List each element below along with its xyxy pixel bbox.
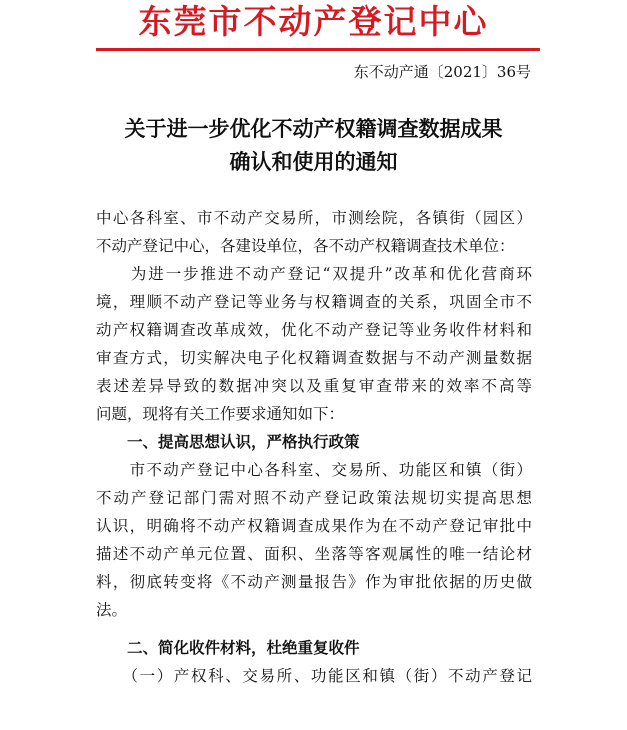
text-line: 问题，现将有关工作要求通知如下： xyxy=(96,405,345,423)
text-line: 不动产登记部门需对照不动产登记政策法规切实提高思想 xyxy=(96,489,532,507)
masthead-red-rule xyxy=(96,48,540,51)
text-line: 中心各科室、市不动产交易所，市测绘院，各镇街（园区） xyxy=(96,209,532,227)
title-line-1: 关于进一步优化不动产权籍调查数据成果 xyxy=(124,116,503,141)
text-line: 为进一步推进不动产登记“双提升”改革和优化营商环 xyxy=(96,265,532,283)
text-line: 认识，明确将不动产权籍调查成果作为在不动产登记审批中 xyxy=(96,517,532,535)
text-line: 描述不动产单元位置、面积、坐落等客观属性的唯一结论材 xyxy=(96,545,532,563)
section-2-paragraph xyxy=(96,662,532,690)
text-line: 境，理顺不动产登记等业务与权籍调查的关系，巩固全市不 xyxy=(96,293,532,311)
section-1-paragraph xyxy=(96,456,532,624)
text-line: 市不动产登记中心各科室、交易所、功能区和镇（街） xyxy=(96,461,532,479)
text-line: 不动产登记中心，各建设单位，各不动产权籍调查技术单位： xyxy=(96,237,515,255)
notice-body xyxy=(96,204,532,690)
agency-masthead: 东莞市不动产登记中心 xyxy=(138,2,489,41)
section-1-heading: 一、提高思想认识，严格执行政策 xyxy=(96,433,360,451)
section-2-heading: 二、简化收件材料，杜绝重复收件 xyxy=(96,639,360,657)
intro-paragraph xyxy=(96,260,532,428)
notice-title xyxy=(40,112,587,178)
text-line: 审查方式，切实解决电子化权籍调查数据与不动产测量数据 xyxy=(96,349,532,367)
text-line: 表述差异导致的数据冲突以及重复审查带来的效率不高等 xyxy=(96,377,532,395)
text-line: 法。 xyxy=(96,601,128,619)
title-line-2: 确认和使用的通知 xyxy=(229,149,398,174)
document-number: 东不动产通〔2021〕36号 xyxy=(353,63,531,81)
text-line: 料，彻底转变将《不动产测量报告》作为审批依据的历史做 xyxy=(96,573,532,591)
text-line: （一）产权科、交易所、功能区和镇（街）不动产登记 xyxy=(96,667,532,685)
text-line: 动产权籍调查改革成效，优化不动产登记等业务收件材料和 xyxy=(96,321,532,339)
addressee-paragraph xyxy=(96,204,532,260)
